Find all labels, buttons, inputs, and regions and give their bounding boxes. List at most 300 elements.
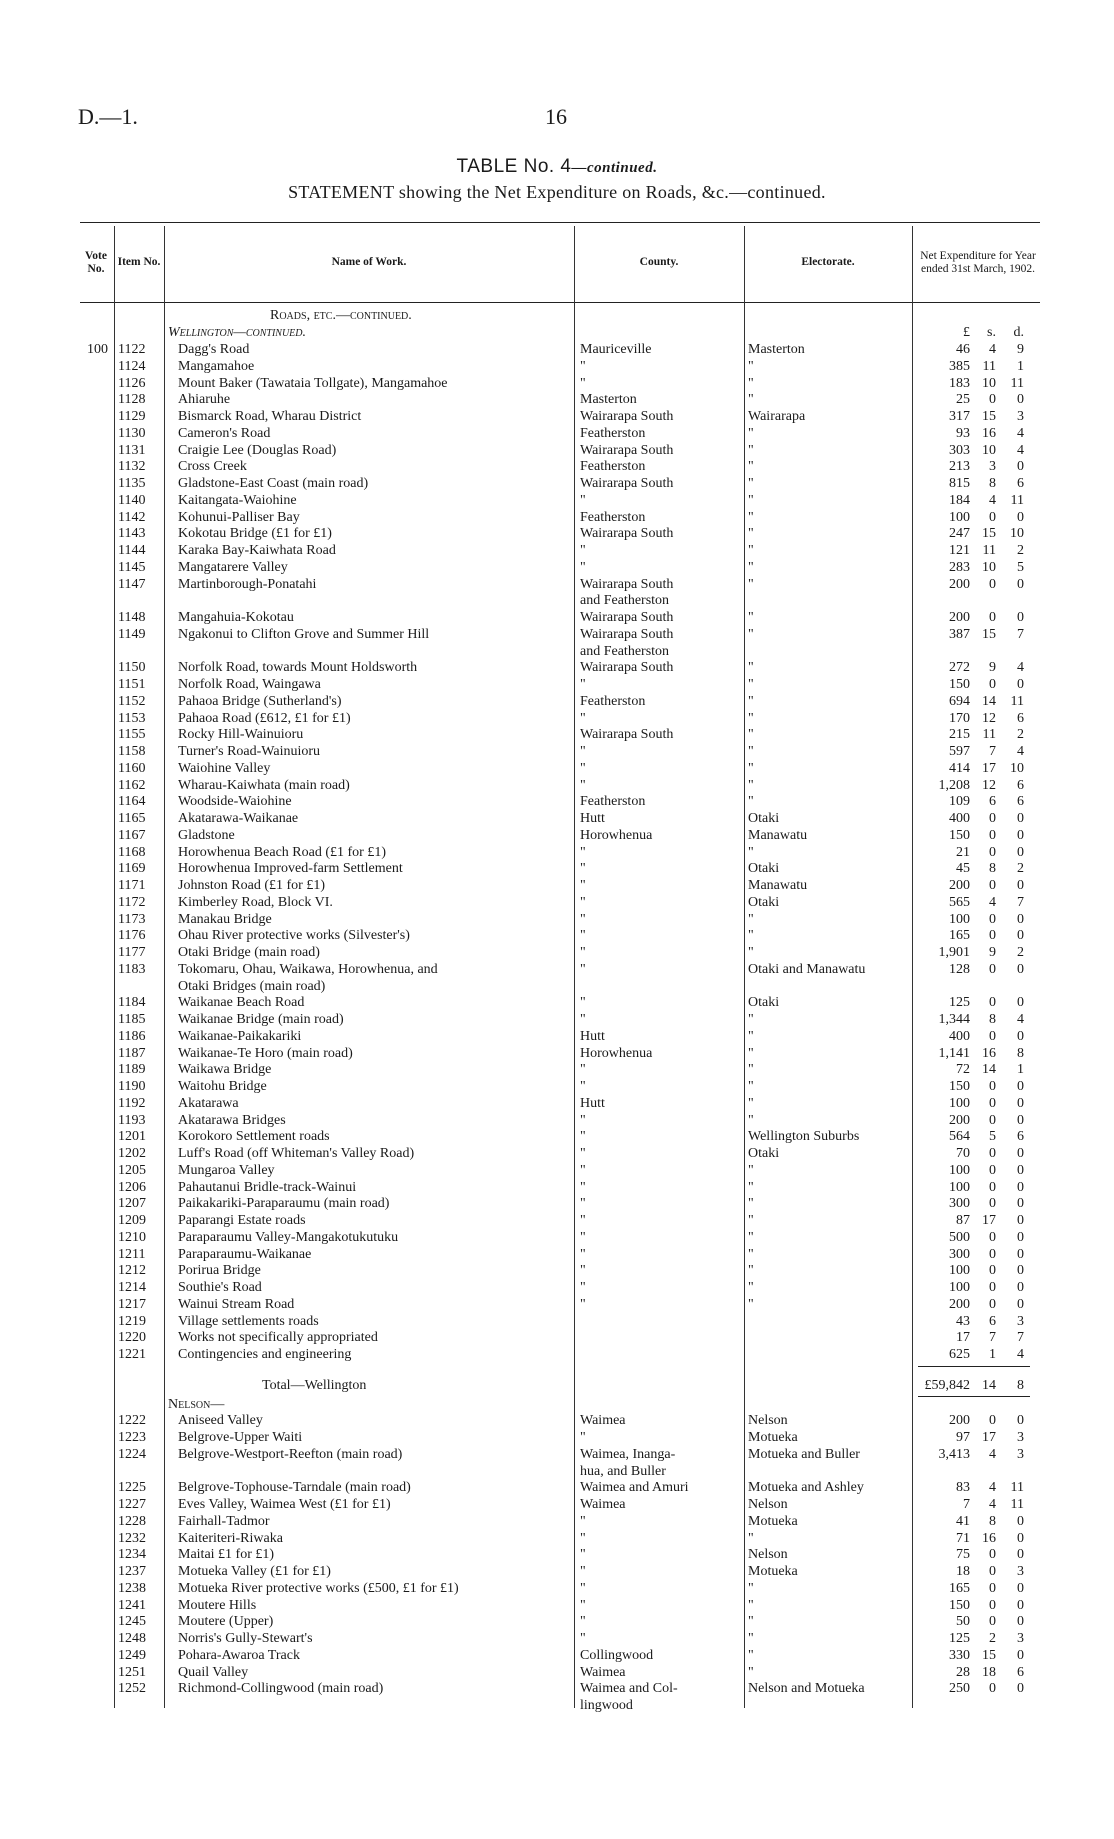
- amount-pounds: 45: [956, 861, 970, 877]
- work-name: Mount Baker (Tawataia Tollgate), Mangamahoe: [178, 375, 448, 391]
- electorate-name: Manawatu: [748, 878, 808, 893]
- work-name: Waikanae-Te Horo (main road): [178, 1045, 353, 1061]
- work-name: Belgrove-Upper Waiti: [178, 1430, 303, 1445]
- amount-pounds: 400: [949, 811, 970, 826]
- county-name: ": [580, 844, 586, 860]
- table-subtitle: STATEMENT showing the Net Expenditure on Roads, &c.—continued.: [288, 182, 826, 202]
- amount-pence: 0: [1017, 1246, 1024, 1262]
- amount-pounds: 414: [949, 760, 970, 776]
- electorate-name: ": [748, 543, 754, 558]
- electorate-name: Otaki: [748, 894, 780, 910]
- county-name: Hutt: [580, 811, 605, 826]
- work-name: Village settlements roads: [178, 1313, 319, 1329]
- amount-pence: 3: [1017, 1564, 1024, 1579]
- electorate-name: Otaki: [748, 861, 780, 877]
- amount-pounds: 565: [949, 894, 970, 910]
- amount-pence: 2: [1017, 945, 1024, 960]
- item-number: 1238: [118, 1580, 146, 1596]
- county-name: ": [580, 945, 586, 960]
- item-number: 1144: [118, 543, 146, 558]
- currency-shillings: s.: [987, 325, 996, 340]
- amount-pounds: 7: [963, 1497, 970, 1512]
- county-name: Featherston: [580, 425, 646, 441]
- work-name: Pahaoa Bridge (Sutherland's): [178, 693, 342, 709]
- electorate-name: ": [748, 1112, 754, 1128]
- amount-pounds: 75: [956, 1547, 970, 1563]
- amount-shillings: 0: [989, 844, 996, 860]
- amount-pounds: 100: [949, 1179, 970, 1195]
- electorate-name: ": [748, 760, 754, 776]
- work-name: Porirua Bridge: [178, 1263, 261, 1279]
- work-name: Otaki Bridge (main road): [178, 945, 320, 960]
- amount-pounds: 150: [949, 677, 970, 692]
- work-name: Quail Valley: [178, 1664, 249, 1680]
- work-name: Aniseed Valley: [178, 1413, 263, 1429]
- amount-shillings: 0: [989, 392, 996, 408]
- work-name: Kohunui-Palliser Bay: [178, 509, 300, 525]
- work-name: Ahiaruhe: [178, 392, 231, 408]
- county-name: ": [580, 1614, 586, 1630]
- work-name: Bismarck Road, Wharau District: [178, 409, 362, 424]
- amount-pence: 0: [1017, 1580, 1024, 1596]
- electorate-name: ": [748, 375, 754, 391]
- electorate-name: Motueka and Buller: [748, 1446, 860, 1462]
- work-name: Paraparaumu Valley-Mangakotukutuku: [178, 1229, 399, 1245]
- item-number: 1211: [118, 1246, 146, 1262]
- amount-shillings: 0: [989, 1614, 996, 1630]
- header-name: Name of Work.: [331, 256, 407, 269]
- amount-pence: 0: [1017, 1179, 1024, 1195]
- amount-shillings: 15: [982, 409, 996, 424]
- item-number: 1135: [118, 476, 146, 491]
- item-number: 1155: [118, 727, 146, 743]
- amount-pounds: 215: [949, 727, 970, 743]
- amount-pence: 3: [1017, 1631, 1024, 1646]
- header-vote: Vote No.: [85, 249, 107, 275]
- item-number: 1153: [118, 710, 146, 726]
- county-name-continued: and Featherston: [580, 643, 670, 659]
- item-number: 1219: [118, 1313, 146, 1329]
- amount-shillings: 9: [989, 660, 996, 676]
- amount-pence: 0: [1017, 1229, 1024, 1245]
- electorate-name: ": [748, 744, 754, 759]
- amount-shillings: 4: [989, 492, 996, 508]
- amount-pence: 1: [1017, 358, 1024, 374]
- amount-pence: 0: [1017, 1112, 1024, 1128]
- currency-pence: d.: [1013, 325, 1024, 340]
- work-name: Dagg's Road: [178, 342, 250, 357]
- amount-pounds: 247: [949, 526, 970, 542]
- amount-shillings: 0: [989, 961, 996, 977]
- work-name: Ohau River protective works (Silvester's): [178, 928, 410, 944]
- amount-pounds: 200: [949, 878, 970, 893]
- amount-pence: 4: [1017, 744, 1024, 759]
- work-name: Manakau Bridge: [178, 911, 272, 927]
- amount-shillings: 12: [982, 777, 996, 793]
- amount-shillings: 18: [982, 1664, 996, 1680]
- amount-shillings: 8: [989, 861, 996, 877]
- electorate-name: ": [748, 492, 754, 508]
- work-name: Waikanae-Paikakariki: [178, 1028, 302, 1044]
- amount-pounds: 183: [949, 375, 970, 391]
- amount-shillings: 1: [989, 1347, 996, 1362]
- amount-pence: 0: [1017, 928, 1024, 944]
- county-name: Horowhenua: [580, 827, 653, 843]
- electorate-name: ": [748, 442, 754, 458]
- amount-pence: 8: [1017, 1045, 1024, 1061]
- col-divider-item: [164, 226, 165, 1708]
- item-number: 1185: [118, 1012, 146, 1027]
- amount-pence: 0: [1017, 459, 1024, 475]
- amount-shillings: 0: [989, 1296, 996, 1312]
- amount-pounds: 100: [949, 911, 970, 927]
- item-number: 1223: [118, 1430, 146, 1445]
- item-number: 1212: [118, 1263, 146, 1279]
- county-name: ": [580, 1229, 586, 1245]
- amount-pence: 0: [1017, 1280, 1024, 1295]
- table-title-suffix: —continued.: [571, 160, 658, 176]
- amount-shillings: 4: [989, 1497, 996, 1512]
- electorate-name: ": [748, 677, 754, 692]
- county-name: Waimea: [580, 1497, 626, 1512]
- electorate-name: ": [748, 1213, 754, 1228]
- electorate-name: ": [748, 1647, 754, 1663]
- work-name: Wainui Stream Road: [178, 1296, 295, 1312]
- amount-shillings: 0: [989, 509, 996, 525]
- amount-pounds: 150: [949, 1597, 970, 1613]
- county-name: Waimea and Col-: [580, 1681, 678, 1697]
- amount-pence: 11: [1010, 693, 1024, 709]
- county-name: Wairarapa South: [580, 660, 674, 676]
- item-number: 1183: [118, 961, 146, 977]
- county-name: ": [580, 1196, 586, 1212]
- county-name: Featherston: [580, 693, 646, 709]
- electorate-name: ": [748, 459, 754, 475]
- amount-shillings: 4: [989, 1480, 996, 1496]
- amount-pence: 0: [1017, 827, 1024, 843]
- electorate-name: ": [748, 1530, 754, 1546]
- amount-shillings: 0: [989, 911, 996, 927]
- item-number: 1187: [118, 1045, 146, 1061]
- amount-shillings: 0: [989, 1413, 996, 1429]
- amount-shillings: 0: [989, 677, 996, 692]
- amount-pence: 0: [1017, 878, 1024, 893]
- county-name: ": [580, 928, 586, 944]
- work-name: Contingencies and engineering: [178, 1347, 352, 1362]
- amount-shillings: 0: [989, 928, 996, 944]
- work-name: Maitai £1 for £1): [178, 1547, 275, 1563]
- electorate-name: ": [748, 1196, 754, 1212]
- county-name: ": [580, 1280, 586, 1295]
- amount-pence: 0: [1017, 1513, 1024, 1529]
- work-name: Kokotau Bridge (£1 for £1): [178, 526, 332, 542]
- amount-shillings: 11: [982, 543, 996, 558]
- county-name: Waimea and Amuri: [580, 1480, 689, 1496]
- amount-pence: 4: [1017, 660, 1024, 676]
- amount-pence: 0: [1017, 1614, 1024, 1630]
- county-name: ": [580, 1631, 586, 1646]
- item-number: 1249: [118, 1647, 146, 1663]
- work-name: Mangamahoe: [178, 358, 255, 374]
- county-name: Wairarapa South: [580, 727, 674, 743]
- amount-shillings: 0: [989, 1028, 996, 1044]
- electorate-name: ": [748, 777, 754, 793]
- amount-shillings: 0: [989, 1547, 996, 1563]
- header-item: Item No.: [117, 256, 161, 269]
- work-name: Kaiteriteri-Riwaka: [178, 1530, 283, 1546]
- amount-pounds: 500: [949, 1229, 970, 1245]
- item-number: 1248: [118, 1631, 146, 1646]
- electorate-name: Nelson and Motueka: [748, 1681, 865, 1697]
- amount-shillings: 4: [989, 342, 996, 357]
- amount-pence: 6: [1017, 777, 1024, 793]
- item-number: 1210: [118, 1229, 146, 1245]
- electorate-name: ": [748, 945, 754, 960]
- amount-shillings: 0: [989, 1079, 996, 1094]
- page-reference: D.—1.: [78, 104, 138, 129]
- work-name: Waikawa Bridge: [178, 1062, 272, 1078]
- work-name: Mungaroa Valley: [178, 1162, 275, 1178]
- electorate-name: Manawatu: [748, 827, 808, 843]
- county-name: ": [580, 358, 586, 374]
- electorate-name: Nelson: [748, 1413, 788, 1429]
- work-name: Turner's Road-Wainuioru: [178, 744, 321, 759]
- item-number: 1193: [118, 1112, 146, 1128]
- amount-shillings: 0: [989, 811, 996, 826]
- amount-pence: 0: [1017, 1196, 1024, 1212]
- county-name: Wairarapa South: [580, 476, 674, 491]
- item-number: 1150: [118, 660, 146, 676]
- amount-pounds: 128: [949, 961, 970, 977]
- item-number: 1202: [118, 1146, 146, 1161]
- electorate-name: ": [748, 1095, 754, 1111]
- amount-shillings: 0: [989, 1229, 996, 1245]
- amount-pence: 11: [1010, 1480, 1024, 1496]
- col-divider-electorate: [912, 226, 913, 1708]
- item-number: 1169: [118, 861, 146, 877]
- electorate-name: ": [748, 1280, 754, 1295]
- amount-shillings: 7: [989, 1330, 996, 1346]
- amount-pounds: 200: [949, 1413, 970, 1429]
- amount-pounds: 3,413: [938, 1446, 970, 1462]
- county-name: ": [580, 760, 586, 776]
- work-name: Luff's Road (off Whiteman's Valley Road): [178, 1146, 415, 1161]
- amount-shillings: 15: [982, 526, 996, 542]
- amount-shillings: 0: [989, 827, 996, 843]
- amount-pounds: 694: [949, 693, 970, 709]
- county-name: Wairarapa South: [580, 526, 674, 542]
- amount-shillings: 0: [989, 1263, 996, 1279]
- work-name: Korokoro Settlement roads: [178, 1129, 330, 1145]
- work-name: Ngakonui to Clifton Grove and Summer Hill: [178, 626, 430, 642]
- amount-shillings: 0: [989, 995, 996, 1011]
- district-label: Nelson—: [168, 1396, 225, 1412]
- county-name: ": [580, 1079, 586, 1094]
- item-number: 1142: [118, 509, 146, 525]
- item-number: 1217: [118, 1296, 146, 1312]
- county-name: ": [580, 1580, 586, 1596]
- work-name: Waiohine Valley: [178, 760, 271, 776]
- work-name-continued: Otaki Bridges (main road): [178, 978, 326, 994]
- amount-pounds: 125: [949, 995, 970, 1011]
- work-name: Kaitangata-Waiohine: [178, 492, 297, 508]
- amount-pounds: 597: [949, 744, 970, 759]
- item-number: 1201: [118, 1129, 146, 1145]
- item-number: 1152: [118, 693, 146, 709]
- county-name: Wairarapa South: [580, 409, 674, 424]
- electorate-name: ": [748, 1179, 754, 1195]
- table-title-main: TABLE No. 4: [456, 156, 572, 177]
- work-name: Waitohu Bridge: [178, 1079, 267, 1094]
- amount-shillings: 16: [982, 1045, 996, 1061]
- electorate-name: Otaki: [748, 1146, 780, 1161]
- amount-pence: 0: [1017, 1162, 1024, 1178]
- amount-pence: 1: [1017, 1062, 1024, 1078]
- amount-pounds: 165: [949, 1580, 970, 1596]
- amount-pounds: 18: [956, 1564, 970, 1579]
- amount-shillings: 0: [989, 1681, 996, 1697]
- amount-pence: 0: [1017, 1095, 1024, 1111]
- amount-shillings: 17: [982, 1213, 996, 1228]
- work-name: Southie's Road: [178, 1280, 262, 1295]
- electorate-name: ": [748, 358, 754, 374]
- amount-pounds: 200: [949, 576, 970, 592]
- work-name: Akatarawa-Waikanae: [178, 811, 299, 826]
- electorate-name: ": [748, 425, 754, 441]
- amount-shillings: 17: [982, 1430, 996, 1445]
- item-number: 1252: [118, 1681, 146, 1697]
- work-name: Horowhenua Improved-farm Settlement: [178, 861, 403, 877]
- item-number: 1168: [118, 844, 146, 860]
- amount-shillings: 0: [989, 610, 996, 625]
- amount-pence: 0: [1017, 1146, 1024, 1161]
- amount-pence: 3: [1017, 1446, 1024, 1462]
- amount-pounds: 330: [949, 1647, 970, 1663]
- work-name: Fairhall-Tadmor: [178, 1513, 270, 1529]
- amount-pounds: 41: [956, 1513, 970, 1529]
- amount-shillings: 8: [989, 1012, 996, 1027]
- page-number: 16: [545, 104, 567, 129]
- amount-pence: 0: [1017, 1213, 1024, 1228]
- work-name: Motueka River protective works (£500, £1 for £1): [178, 1580, 459, 1596]
- county-name: ": [580, 961, 586, 977]
- amount-pence: 6: [1017, 710, 1024, 726]
- amount-shillings: 0: [989, 1564, 996, 1579]
- work-name: Cross Creek: [178, 459, 247, 475]
- item-number: 1160: [118, 760, 146, 776]
- header-rule: [80, 302, 1040, 303]
- county-name: ": [580, 995, 586, 1011]
- county-name: ": [580, 1263, 586, 1279]
- amount-shillings: 17: [982, 760, 996, 776]
- amount-shillings: 2: [989, 1631, 996, 1646]
- item-number: 1132: [118, 459, 146, 475]
- county-name: ": [580, 1129, 586, 1145]
- county-name: ": [580, 878, 586, 893]
- item-number: 1176: [118, 928, 146, 944]
- amount-shillings: 0: [989, 1112, 996, 1128]
- work-name: Norfolk Road, Waingawa: [178, 677, 321, 692]
- amount-pounds: 385: [949, 358, 970, 374]
- header-county: County.: [639, 256, 679, 269]
- amount-pence: 0: [1017, 1597, 1024, 1613]
- county-name: Featherston: [580, 509, 646, 525]
- amount-pence: 0: [1017, 1296, 1024, 1312]
- item-number: 1143: [118, 526, 146, 542]
- county-name: ": [580, 1246, 586, 1262]
- total-shillings: 14: [982, 1377, 996, 1393]
- county-name: ": [580, 1597, 586, 1613]
- work-name: Akatarawa: [178, 1095, 239, 1111]
- electorate-name: ": [748, 1246, 754, 1262]
- amount-pence: 0: [1017, 911, 1024, 927]
- work-name: Paraparaumu-Waikanae: [178, 1246, 312, 1262]
- amount-pence: 6: [1017, 1129, 1024, 1145]
- county-name: Collingwood: [580, 1647, 654, 1663]
- item-number: 1184: [118, 995, 146, 1011]
- amount-pounds: 283: [949, 559, 970, 575]
- work-name: Paikakariki-Paraparaumu (main road): [178, 1196, 390, 1212]
- county-name: Wairarapa South: [580, 610, 674, 625]
- work-name: Norris's Gully-Stewart's: [178, 1631, 313, 1646]
- county-name: ": [580, 559, 586, 575]
- item-number: 1131: [118, 442, 146, 458]
- total-label: Total—Wellington: [262, 1377, 367, 1393]
- county-name: ": [580, 710, 586, 726]
- electorate-name: ": [748, 1162, 754, 1178]
- amount-shillings: 0: [989, 1196, 996, 1212]
- amount-pence: 0: [1017, 1647, 1024, 1663]
- work-name: Belgrove-Tophouse-Tarndale (main road): [178, 1480, 411, 1496]
- work-name: Mangahuia-Kokotau: [178, 610, 294, 625]
- item-number: 1173: [118, 911, 146, 927]
- county-name: Wairarapa South: [580, 626, 674, 642]
- amount-pounds: 109: [949, 794, 970, 810]
- amount-pounds: 100: [949, 1162, 970, 1178]
- amount-shillings: 15: [982, 626, 996, 642]
- amount-shillings: 4: [989, 894, 996, 910]
- amount-shillings: 0: [989, 878, 996, 893]
- electorate-name: Otaki: [748, 811, 780, 826]
- item-number: 1126: [118, 375, 146, 391]
- electorate-name: Motueka: [748, 1564, 798, 1579]
- county-name: ": [580, 1547, 586, 1563]
- amount-pence: 0: [1017, 1028, 1024, 1044]
- work-name: Craigie Lee (Douglas Road): [178, 442, 337, 458]
- county-name: ": [580, 1430, 586, 1445]
- amount-pence: 0: [1017, 1079, 1024, 1094]
- item-number: 1129: [118, 409, 146, 424]
- county-name: Mauriceville: [580, 342, 652, 357]
- electorate-name: Wellington Suburbs: [748, 1129, 860, 1145]
- amount-pence: 0: [1017, 576, 1024, 592]
- amount-pence: 4: [1017, 1012, 1024, 1027]
- item-number: 1145: [118, 559, 146, 575]
- county-name: ": [580, 543, 586, 558]
- amount-pounds: 213: [949, 459, 970, 475]
- work-name: Gladstone-East Coast (main road): [178, 476, 369, 491]
- amount-pounds: 317: [949, 409, 970, 424]
- item-number: 1220: [118, 1330, 146, 1346]
- item-number: 1205: [118, 1162, 146, 1178]
- amount-pence: 0: [1017, 961, 1024, 977]
- electorate-name: ": [748, 392, 754, 408]
- amount-shillings: 14: [982, 1062, 996, 1078]
- county-name-continued: lingwood: [580, 1698, 633, 1713]
- amount-pounds: 400: [949, 1028, 970, 1044]
- item-number: 1147: [118, 576, 146, 592]
- amount-pounds: 300: [949, 1196, 970, 1212]
